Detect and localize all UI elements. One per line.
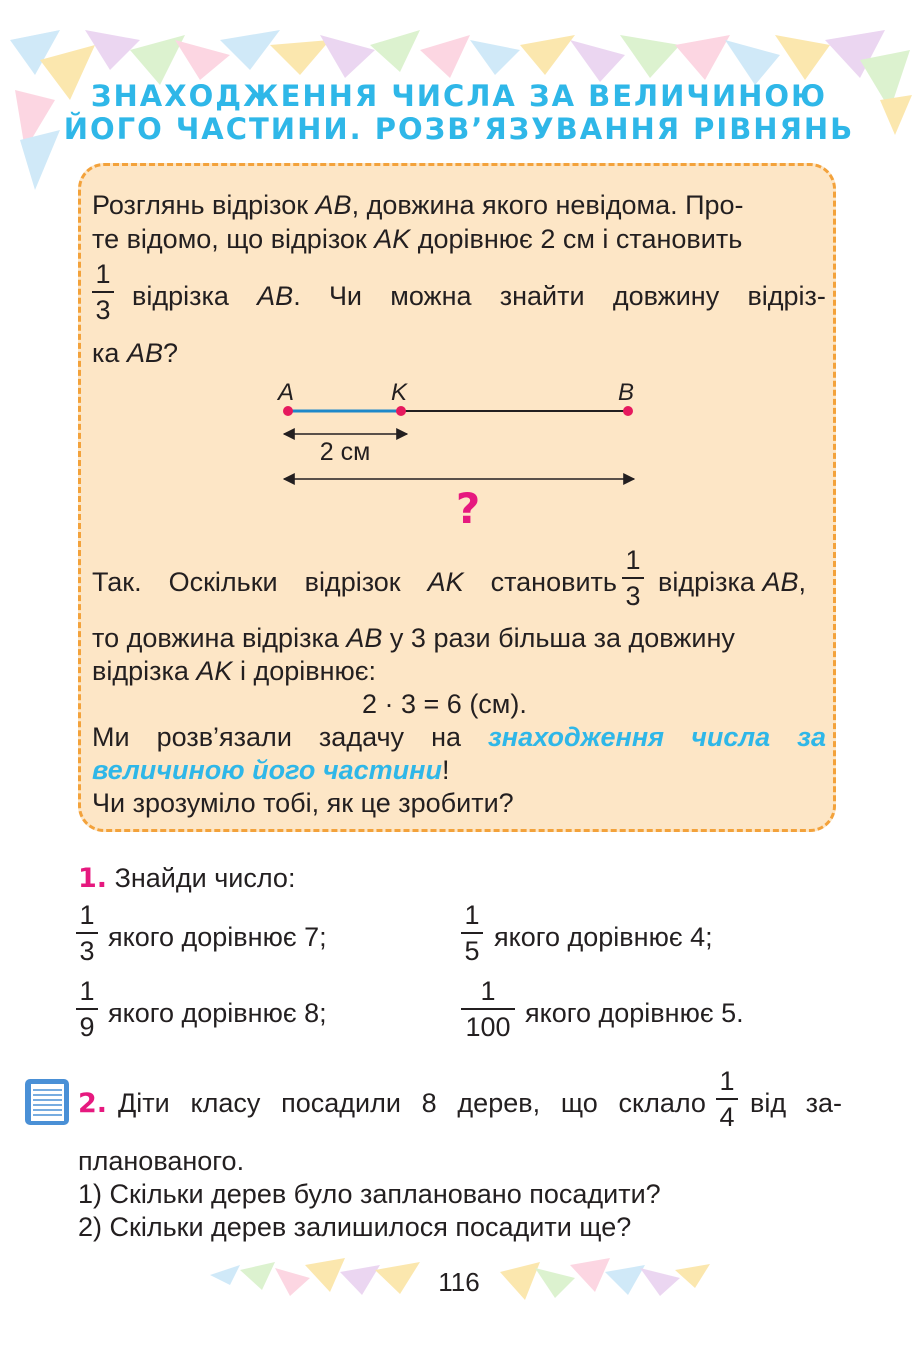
box-p2-line-2: то довжина відрізка AB у 3 рази більша за довжину	[92, 623, 735, 653]
page-title-line-1: ЗНАХОДЖЕННЯ ЧИСЛА ЗА ВЕЛИЧИНОЮ	[90, 79, 828, 113]
task-1-item-1-text: якого дорівнює 7;	[108, 922, 327, 952]
task-2-number-wrap	[78, 1087, 107, 1120]
page-title	[0, 80, 918, 146]
label-k: K	[391, 379, 408, 406]
box-p1-line-3: відрізка AB. Чи можна знайти довжину відріз-	[132, 281, 826, 311]
notebook-icon	[24, 1078, 70, 1126]
label-a: A	[278, 379, 295, 406]
page-title-line-2: ЙОГО ЧАСТИНИ. РОЗВ’ЯЗУВАННЯ РІВНЯНЬ	[63, 112, 855, 146]
task-1-item-2-text: якого дорівнює 4;	[494, 922, 713, 952]
task-2-line-1b: від за-	[750, 1088, 842, 1118]
box-p2-line-6: величиною його частини!	[92, 755, 450, 785]
task-2-line-1a: Діти класу посадили 8 дерев, що склало	[118, 1088, 706, 1118]
task-1-fraction-2: 1 5	[461, 901, 483, 965]
task-1-item-3-text: якого дорівнює 8;	[108, 998, 327, 1028]
task-1-fraction-4: 1 100	[461, 977, 515, 1041]
segment-diagram	[270, 375, 650, 535]
label-b: B	[618, 379, 635, 406]
task-1-fraction-1: 1 3	[76, 901, 98, 965]
box-p1-line-1: Розглянь відрізок AB, довжина якого невідома. Про-	[92, 190, 744, 220]
task-2-fraction: 1 4	[716, 1067, 738, 1131]
fraction-one-third: 1 3	[92, 260, 114, 324]
dimension-label-ak: 2 см	[319, 438, 371, 466]
box-p2-line-3: відрізка AK і дорівнює:	[92, 656, 377, 686]
box-p1-line-4: ка AB?	[92, 338, 178, 368]
task-2-question-1: 1) Скільки дерев було заплановано посадити?	[78, 1179, 661, 1209]
task-2-number: 2.	[78, 1088, 108, 1119]
task-1-item-4-text: якого дорівнює 5.	[525, 998, 744, 1028]
task-1-fraction-3: 1 9	[76, 977, 98, 1041]
fraction-one-third-2: 1 3	[622, 546, 644, 610]
point-b	[623, 406, 633, 416]
task-2-question-2: 2) Скільки дерев залишилося посадити ще?	[78, 1212, 632, 1242]
task-1-number: 1.	[78, 863, 108, 894]
point-k	[396, 406, 406, 416]
formula: 2 · 3 = 6 (см).	[362, 689, 527, 719]
unknown-length-mark: ?	[455, 484, 481, 533]
box-p2-line-1b: відрізка AB,	[658, 567, 806, 597]
task-2-line-2: планованого.	[78, 1146, 245, 1176]
box-p1-line-2: те відомо, що відрізок AK дорівнює 2 см і становить	[92, 224, 743, 254]
box-p2-line-5: Ми розв’язали задачу на знаходження числа за	[92, 722, 826, 752]
task-1-heading: 1. Знайди число:	[78, 863, 296, 894]
page-number: 116	[438, 1267, 480, 1297]
box-p2-line-7: Чи зрозуміло тобі, як це зробити?	[92, 788, 514, 818]
box-p2-line-1a: Так. Оскільки відрізок AK становить	[92, 567, 617, 597]
point-a	[283, 406, 293, 416]
